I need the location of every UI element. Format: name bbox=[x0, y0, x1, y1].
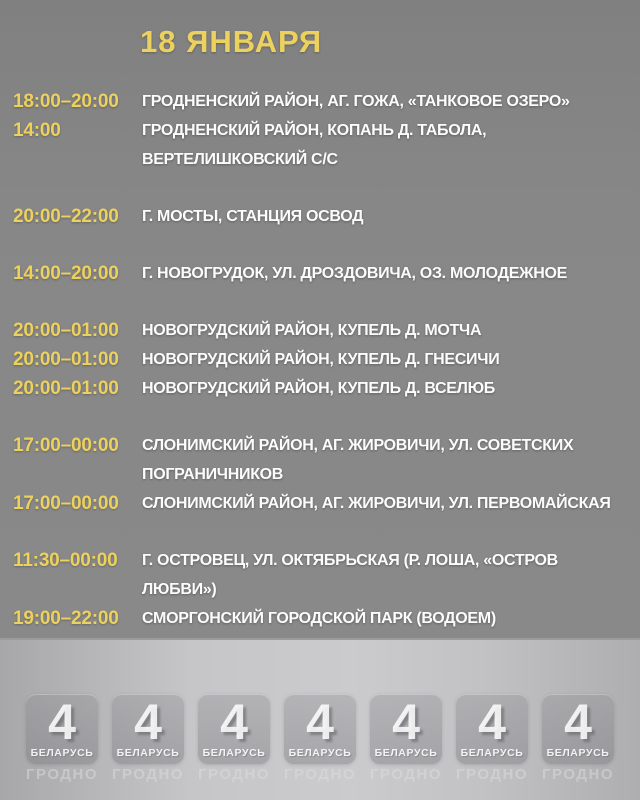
channel-name: БЕЛАРУСЬ bbox=[374, 747, 438, 759]
schedule-group bbox=[13, 316, 640, 403]
channel-region: ГРОДНО bbox=[542, 766, 614, 783]
event-time: 14:00 bbox=[13, 120, 61, 141]
event-location: СМОРГОНСКИЙ ГОРОДСКОЙ ПАРК (ВОДОЕМ) bbox=[142, 610, 496, 627]
page-title: 18 ЯНВАРЯ bbox=[140, 24, 323, 59]
event-time: 20:00–01:00 bbox=[13, 320, 119, 341]
event-location: СЛОНИМСКИЙ РАЙОН, АГ. ЖИРОВИЧИ, УЛ. ПЕРВОМАЙСКАЯ bbox=[142, 495, 611, 512]
schedule-row bbox=[13, 316, 640, 345]
channel-name: БЕЛАРУСЬ bbox=[546, 747, 610, 759]
belarus4-logo-tile bbox=[26, 694, 98, 764]
schedule-row bbox=[13, 259, 640, 288]
schedule-row bbox=[13, 116, 640, 174]
event-location: НОВОГРУДСКИЙ РАЙОН, КУПЕЛЬ Д. МОТЧА bbox=[142, 322, 482, 339]
schedule-row bbox=[13, 489, 640, 518]
event-time: 19:00–22:00 bbox=[13, 608, 119, 629]
belarus4-logo bbox=[284, 694, 356, 783]
schedule-group bbox=[13, 259, 640, 288]
channel-region: ГРОДНО bbox=[26, 766, 98, 783]
channel-number: 4 bbox=[134, 694, 162, 750]
schedule-row bbox=[13, 345, 640, 374]
event-location: Г. НОВОГРУДОК, УЛ. ДРОЗДОВИЧА, ОЗ. МОЛОДЕЖНОЕ bbox=[142, 265, 568, 282]
belarus4-logo-tile bbox=[370, 694, 442, 764]
schedule-row bbox=[13, 546, 640, 604]
belarus4-logo bbox=[198, 694, 270, 783]
event-time: 17:00–00:00 bbox=[13, 435, 119, 456]
event-location: ГРОДНЕНСКИЙ РАЙОН, КОПАНЬ Д. ТАБОЛА, ВЕРТЕЛИШКОВСКИЙ С/С bbox=[142, 122, 487, 168]
event-time: 20:00–01:00 bbox=[13, 349, 119, 370]
schedule-row bbox=[13, 374, 640, 403]
channel-number: 4 bbox=[220, 694, 248, 750]
channel-name: БЕЛАРУСЬ bbox=[30, 747, 94, 759]
event-location: Г. ОСТРОВЕЦ, УЛ. ОКТЯБРЬСКАЯ (Р. ЛОША, «ОСТРОВ ЛЮБВИ») bbox=[142, 552, 558, 598]
channel-region: ГРОДНО bbox=[112, 766, 184, 783]
belarus4-logo-tile bbox=[198, 694, 270, 764]
event-location: СЛОНИМСКИЙ РАЙОН, АГ. ЖИРОВИЧИ, УЛ. СОВЕТСКИХ ПОГРАНИЧНИКОВ bbox=[142, 437, 574, 483]
schedule-row bbox=[13, 431, 640, 489]
schedule-row bbox=[13, 604, 640, 633]
belarus4-logo bbox=[112, 694, 184, 783]
event-location: НОВОГРУДСКИЙ РАЙОН, КУПЕЛЬ Д. ВСЕЛЮБ bbox=[142, 380, 495, 397]
channel-name: БЕЛАРУСЬ bbox=[202, 747, 266, 759]
event-time: 17:00–00:00 bbox=[13, 493, 119, 514]
belarus4-logo bbox=[370, 694, 442, 783]
belarus4-logo bbox=[26, 694, 98, 783]
channel-region: ГРОДНО bbox=[284, 766, 356, 783]
channel-region: ГРОДНО bbox=[198, 766, 270, 783]
channel-name: БЕЛАРУСЬ bbox=[116, 747, 180, 759]
belarus4-logo-tile bbox=[284, 694, 356, 764]
belarus4-logo bbox=[456, 694, 528, 783]
event-time: 18:00–20:00 bbox=[13, 91, 119, 112]
event-location: ГРОДНЕНСКИЙ РАЙОН, АГ. ГОЖА, «ТАНКОВОЕ ОЗЕРО» bbox=[142, 93, 570, 110]
event-time: 20:00–01:00 bbox=[13, 378, 119, 399]
event-time: 14:00–20:00 bbox=[13, 263, 119, 284]
schedule-list bbox=[13, 87, 640, 633]
channel-region: ГРОДНО bbox=[370, 766, 442, 783]
channel-number: 4 bbox=[392, 694, 420, 750]
channel-number: 4 bbox=[564, 694, 592, 750]
channel-number: 4 bbox=[478, 694, 506, 750]
schedule-group bbox=[13, 546, 640, 633]
event-time: 11:30–00:00 bbox=[13, 550, 118, 571]
schedule-group bbox=[13, 202, 640, 231]
event-location: Г. МОСТЫ, СТАНЦИЯ ОСВОД bbox=[142, 208, 364, 225]
schedule-group bbox=[13, 431, 640, 518]
event-time: 20:00–22:00 bbox=[13, 206, 119, 227]
event-location: НОВОГРУДСКИЙ РАЙОН, КУПЕЛЬ Д. ГНЕСИЧИ bbox=[142, 351, 500, 368]
schedule-row bbox=[13, 87, 640, 116]
channel-number: 4 bbox=[306, 694, 334, 750]
schedule-row bbox=[13, 202, 640, 231]
belarus4-logo bbox=[542, 694, 614, 783]
channel-name: БЕЛАРУСЬ bbox=[460, 747, 524, 759]
channel-name: БЕЛАРУСЬ bbox=[288, 747, 352, 759]
belarus4-logo-tile bbox=[456, 694, 528, 764]
belarus4-logo-tile bbox=[112, 694, 184, 764]
channel-logo-strip bbox=[0, 638, 640, 800]
schedule-group bbox=[13, 87, 640, 174]
belarus4-logo-tile bbox=[542, 694, 614, 764]
channel-number: 4 bbox=[48, 694, 76, 750]
channel-region: ГРОДНО bbox=[456, 766, 528, 783]
